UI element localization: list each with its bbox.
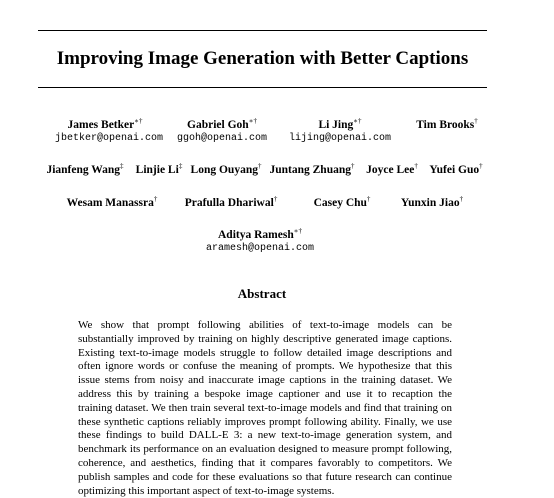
author-name: Yunxin Jiao† <box>400 195 464 209</box>
abstract-heading: Abstract <box>237 286 287 301</box>
author-block <box>390 196 474 210</box>
paper-title: Improving Image Generation with Better Captions <box>56 48 469 69</box>
author-name: Wesam Manassra† <box>66 195 158 209</box>
author-name: Casey Chu† <box>313 195 371 209</box>
author-block <box>40 163 130 177</box>
author-email: lijing@openai.com <box>288 133 392 144</box>
author-block <box>186 163 266 177</box>
author-email: ggoh@openai.com <box>176 133 267 144</box>
title-rule-bottom <box>38 87 487 88</box>
author-block <box>402 118 492 132</box>
author-name: Tim Brooks† <box>416 117 478 131</box>
author-block <box>180 196 282 210</box>
author-name: Prafulla Dhariwal† <box>184 195 278 209</box>
abstract-text: We show that prompt following abilities of text-to-image models can be substantially improved by training on highly descriptive generated image captions. Existing text-to-image models struggle to follow detailed image descriptions and often ignore words or confuse the meaning of prompts. We hypothesize that this issue stems from noisy and inaccurate image captions in the training dataset. We address this by training a bespoke image captioner and use it to recaption the training dataset. We then train several text-to-image models and find that training on these synthetic captions reliably improves prompt following ability. Finally, we use these findings to build DALL-E 3: a new text-to-image generation system, and benchmark its performance on an evaluation designed to measure prompt following, coherence, and aesthetics, finding that it compares favorably to competitors. We publish samples and code for these evaluations so that future research can continue optimizing this important aspect of text-to-image systems. <box>78 319 452 497</box>
author-block <box>360 163 424 177</box>
author-name: James Betker∗† <box>67 117 143 131</box>
author-block <box>62 196 162 210</box>
author-block <box>129 163 189 177</box>
title-rule-top <box>38 30 487 31</box>
author-name: Gabriel Goh∗† <box>187 117 257 131</box>
author-block <box>265 163 359 177</box>
author-block <box>422 163 490 177</box>
author-block <box>172 118 272 145</box>
author-block <box>55 117 164 145</box>
author-name: Linjie Li‡ <box>135 162 183 176</box>
author-name: Aditya Ramesh∗† <box>218 227 302 241</box>
author-name: Jianfeng Wang‡ <box>46 162 124 176</box>
author-block <box>200 228 320 255</box>
author-name: Li Jing∗† <box>318 117 362 131</box>
author-block <box>302 196 382 210</box>
author-email: jbetker@openai.com <box>55 133 164 144</box>
author-name: Long Ouyang† <box>190 162 262 176</box>
author-block <box>285 118 395 145</box>
author-email: aramesh@openai.com <box>205 243 315 254</box>
author-name: Yufei Guo† <box>429 162 483 176</box>
author-name: Joyce Lee† <box>366 162 418 176</box>
author-name: Juntang Zhuang† <box>269 162 355 176</box>
